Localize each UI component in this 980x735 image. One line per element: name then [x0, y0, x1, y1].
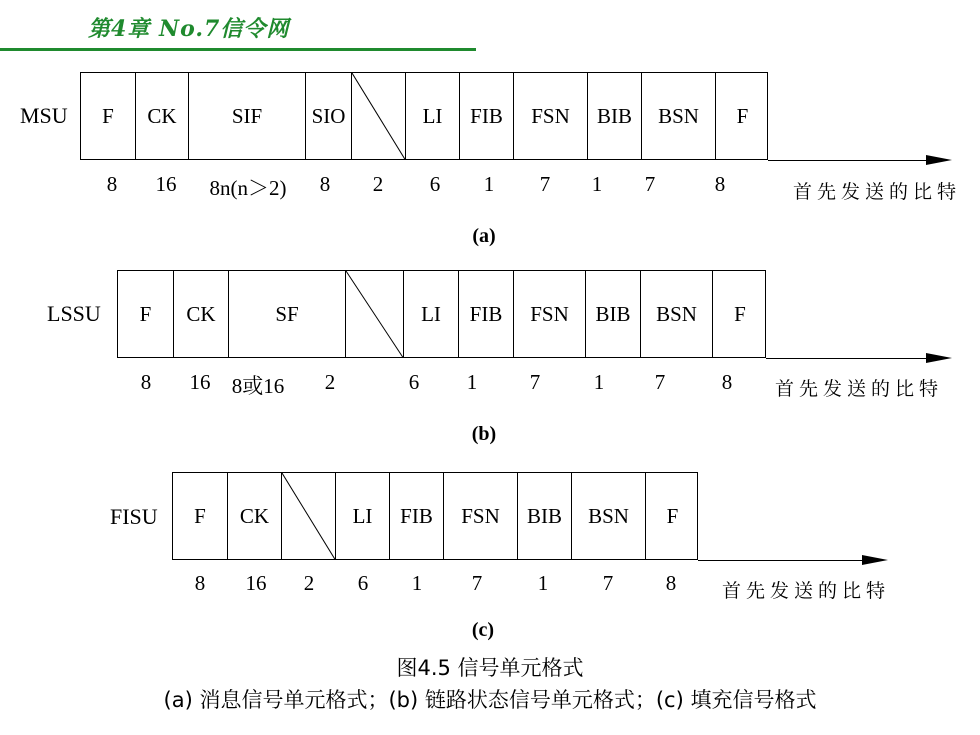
fisu-bit-count: 7: [602, 571, 614, 595]
fisu-field-ck: CK: [227, 473, 281, 559]
lssu-field-f: F: [712, 271, 767, 357]
figure-subtitle: (a) 消息信号单元格式；(b) 链路状态信号单元格式；(c) 填充信号格式: [163, 688, 817, 712]
msu-field-f: F: [715, 73, 769, 159]
fisu-field-fib: FIB: [389, 473, 443, 559]
lssu-bit-count: 8: [140, 370, 152, 394]
msu-bit-count: 2: [372, 172, 384, 196]
fisu-bit-count: 7: [471, 571, 483, 595]
lssu-bit-count: 2: [324, 370, 336, 394]
msu-frame: [80, 72, 768, 160]
msu-bit-count: 1: [483, 172, 495, 196]
msu-bit-count: 8: [714, 172, 726, 196]
lssu-field-fib: FIB: [458, 271, 513, 357]
msu-sublabel: (a): [472, 225, 496, 247]
lssu-frame: [117, 270, 766, 358]
fisu-bit-count: 8: [194, 571, 206, 595]
msu-bit-count: 7: [539, 172, 551, 196]
spare-diagonal: [352, 73, 405, 159]
lssu-field-f: F: [139, 301, 152, 326]
msu-bit-count: 16: [155, 172, 177, 196]
msu-field-fsn: FSN: [513, 73, 587, 159]
msu-field-fib: FIB: [459, 73, 513, 159]
fisu-bit-count: 1: [537, 571, 549, 595]
lssu-spare-field: [345, 271, 403, 357]
msu-bit-count: 7: [644, 172, 656, 196]
msu-field-sif: SIF: [188, 73, 305, 159]
lssu-bit-count: 1: [466, 370, 478, 394]
fisu-field-bsn: BSN: [571, 473, 645, 559]
fisu-field-f: F: [194, 503, 206, 528]
msu-field-li: LI: [405, 73, 459, 159]
fisu-field-fsn: FSN: [443, 473, 517, 559]
fisu-field-f: F: [645, 473, 699, 559]
fisu-axis-label: 首先发送的比特: [722, 580, 891, 602]
lssu-bit-count: 8或16: [231, 374, 285, 398]
msu-bit-count: 8: [319, 172, 331, 196]
lssu-bit-count: 16: [189, 370, 211, 394]
spare-diagonal: [282, 473, 335, 559]
fisu-transmission-axis: [698, 560, 862, 561]
lssu-bit-count: 7: [529, 370, 541, 394]
arrow-right-icon: [926, 353, 952, 363]
msu-field-bsn: BSN: [641, 73, 715, 159]
fisu-frame: [172, 472, 698, 560]
msu-bit-count: 8n(n＞2): [209, 176, 287, 200]
header-rule: [0, 48, 476, 51]
msu-transmission-axis: [768, 160, 926, 161]
figure-title: 图4.5 信号单元格式: [396, 656, 584, 680]
lssu-axis-label: 首先发送的比特: [775, 378, 944, 400]
lssu-label: LSSU: [47, 301, 101, 326]
lssu-field-li: LI: [403, 271, 458, 357]
lssu-field-fsn: FSN: [513, 271, 585, 357]
msu-bit-count: 6: [429, 172, 441, 196]
spare-diagonal: [346, 271, 403, 357]
lssu-field-ck: CK: [173, 271, 228, 357]
lssu-sublabel: (b): [471, 423, 497, 445]
fisu-label: FISU: [110, 504, 158, 529]
fisu-bit-count: 1: [411, 571, 423, 595]
lssu-field-bsn: BSN: [640, 271, 712, 357]
lssu-field-sf: SF: [228, 271, 345, 357]
arrow-right-icon: [862, 555, 888, 565]
msu-field-ck: CK: [135, 73, 188, 159]
lssu-bit-count: 8: [721, 370, 733, 394]
msu-field-sio: SIO: [305, 73, 351, 159]
fisu-bit-count: 8: [665, 571, 677, 595]
lssu-field-bib: BIB: [585, 271, 640, 357]
msu-spare-field: [351, 73, 405, 159]
fisu-bit-count: 16: [245, 571, 267, 595]
msu-field-bib: BIB: [587, 73, 641, 159]
msu-bit-count: 1: [591, 172, 603, 196]
msu-label: MSU: [20, 103, 68, 128]
msu-field-f: F: [102, 103, 114, 128]
chapter-header: 第4章 No.7信令网: [88, 16, 290, 42]
fisu-field-li: LI: [335, 473, 389, 559]
fisu-sublabel: (c): [471, 619, 495, 641]
fisu-bit-count: 6: [357, 571, 369, 595]
lssu-bit-count: 7: [654, 370, 666, 394]
arrow-right-icon: [926, 155, 952, 165]
fisu-field-bib: BIB: [517, 473, 571, 559]
fisu-spare-field: [281, 473, 335, 559]
msu-bit-count: 8: [106, 172, 118, 196]
fisu-bit-count: 2: [303, 571, 315, 595]
lssu-bit-count: 1: [593, 370, 605, 394]
lssu-bit-count: 6: [408, 370, 420, 394]
lssu-transmission-axis: [766, 358, 926, 359]
msu-axis-label: 首先发送的比特: [793, 181, 962, 203]
